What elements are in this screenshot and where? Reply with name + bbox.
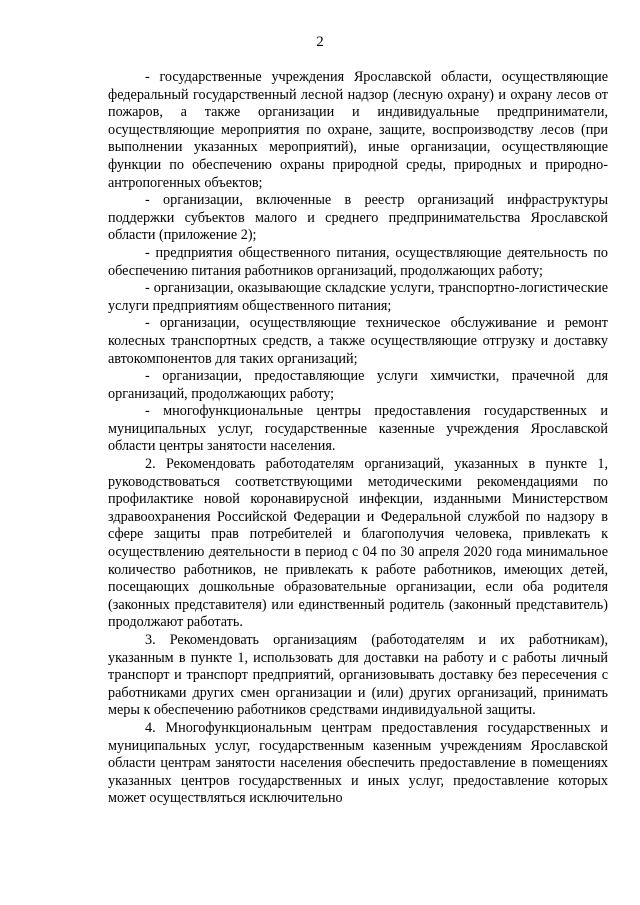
paragraph-mfc-centers: - многофункциональные центры предоставления государственных и муниципальных услуг, государственные казенные учреждения Ярославской области центры занятости населения.	[108, 403, 608, 455]
paragraph-item-3: 3. Рекомендовать организациям (работодателям и их работникам), указанным в пункте 1, использовать для доставки на работу и с работы личный транспорт и транспорт предприятий, организовывать доставку без пересечения с работниками других смен организации и (или) других организаций, принимать меры к обеспечению работников средствами индивидуальной защиты.	[108, 632, 608, 719]
paragraph-sme-infrastructure: - организации, включенные в реестр организаций инфраструктуры поддержки субъектов малого и среднего предпринимательства Ярославской области (приложение 2);	[108, 192, 608, 244]
paragraph-dry-cleaning: - организации, предоставляющие услуги химчистки, прачечной для организаций, продолжающих работу;	[108, 368, 608, 402]
paragraph-catering: - предприятия общественного питания, осуществляющие деятельность по обеспечению питания работников организаций, продолжающих работу;	[108, 244, 608, 279]
page-number: 2	[316, 34, 324, 50]
paragraph-forest-institutions: - государственные учреждения Ярославской области, осуществляющие федеральный государственный лесной надзор (лесную охрану) и охрану лесов от пожаров, а также организации и индивидуальные предприниматели, осуществляющие мероприятия по охране, защите, воспроизводству лесов (при выполнении указанных мероприятий), иные организации, осуществляющие функции по обеспечению охраны природной среды, природных и природно-антропогенных объектов;	[108, 69, 608, 191]
paragraph-item-4: 4. Многофункциональным центрам предоставления государственных и муниципальных услуг, государственным казенным учреждениям Ярославской области центрам занятости населения обеспечить предоставление в помещениях указанных центров государственных и иных услуг, предоставление которых может осуществляться исключительно	[108, 719, 608, 807]
paragraph-vehicle-service: - организации, осуществляющие техническое обслуживание и ремонт колесных транспортных средств, а также осуществляющие отгрузку и доставку автокомпонентов для таких организаций;	[108, 315, 608, 367]
document-body	[108, 69, 608, 808]
paragraph-warehouse-logistics: - организации, оказывающие складские услуги, транспортно-логистические услуги предприятиям общественного питания;	[108, 280, 608, 314]
paragraph-item-2: 2. Рекомендовать работодателям организаций, указанных в пункте 1, руководствоваться соответствующими методическими рекомендациями по профилактике новой коронавирусной инфекции, изданными Министерством здравоохранения Российской Федерации и Федеральной службой по надзору в сфере защиты прав потребителей и благополучия человека, привлекать к осуществлению деятельности в период с 04 по 30 апреля 2020 года минимальное количество работников, не привлекать к работе работников, имеющих детей, посещающих дошкольные образовательные организации, если оба родителя (законных представителя) или единственный родитель (законный представитель) продолжают работать.	[108, 456, 608, 631]
